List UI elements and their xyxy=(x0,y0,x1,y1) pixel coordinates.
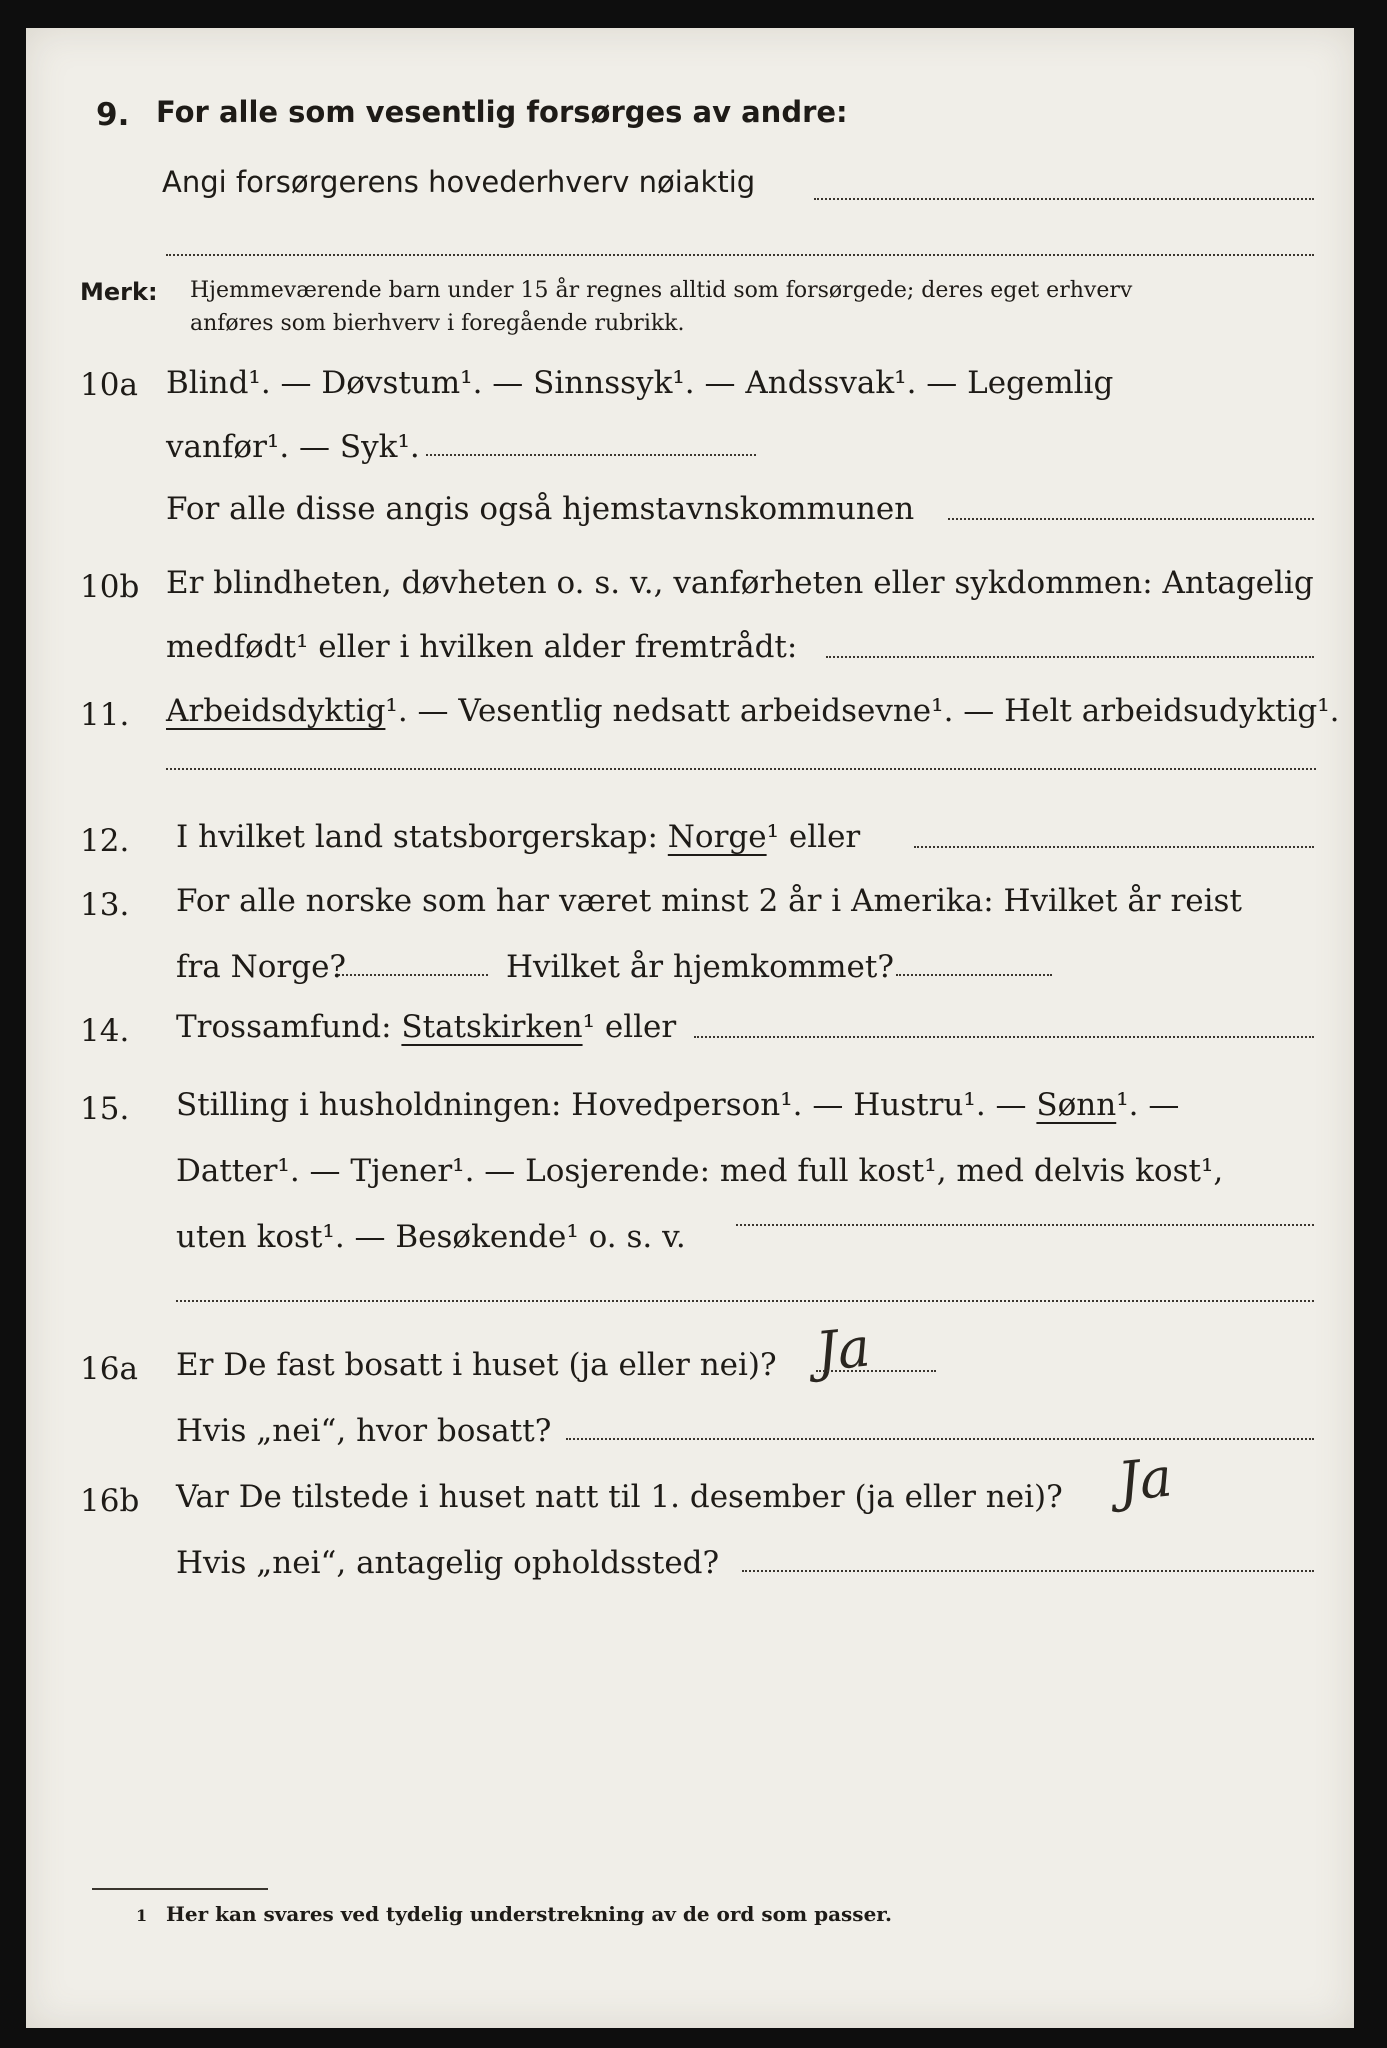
q12-prefix: I hvilket land statsborgerskap: xyxy=(176,819,658,855)
q16b-number: 16b xyxy=(80,1483,140,1519)
q9-number: 9. xyxy=(96,97,130,133)
q16a-number: 16a xyxy=(80,1351,138,1387)
q12-suffix: ¹ eller xyxy=(766,819,861,855)
q10b-answer-line[interactable] xyxy=(826,656,1314,658)
q13-hjemkommet-line[interactable] xyxy=(896,974,1052,976)
q9-answer-line[interactable] xyxy=(814,198,1314,200)
q14-line xyxy=(176,1009,677,1045)
footnote-rule xyxy=(92,1888,268,1890)
q13-line2a: fra Norge? xyxy=(176,949,347,985)
q15-sonn-underlined[interactable]: Sønn xyxy=(1036,1087,1117,1123)
q16a-handwritten-answer[interactable]: Ja xyxy=(812,1315,873,1384)
q12-line xyxy=(176,819,861,855)
q11-number: 11. xyxy=(80,697,130,733)
q9-line1: For alle som vesentlig forsørges av andre: xyxy=(156,95,848,129)
q15-line1 xyxy=(176,1087,1180,1123)
merk-line1: Hjemmeværende barn under 15 år regnes alltid som forsørgede; deres eget erhverv xyxy=(190,278,1133,303)
q16b-line2: Hvis „nei“, antagelig opholdssted? xyxy=(176,1545,720,1581)
merk-label: Merk: xyxy=(80,278,158,306)
q10b-line2: medfødt¹ eller i hvilken alder fremtrådt: xyxy=(166,629,798,665)
q14-statskirken-underlined[interactable]: Statskirken xyxy=(401,1009,583,1045)
q14-suffix: ¹ eller xyxy=(582,1009,677,1045)
q12-number: 12. xyxy=(80,823,130,859)
q15-answer-line[interactable] xyxy=(736,1224,1314,1226)
q15-line2: Datter¹. — Tjener¹. — Losjerende: med full kost¹, med delvis kost¹, xyxy=(176,1153,1224,1189)
q12-norge-underlined[interactable]: Norge xyxy=(667,819,767,855)
footnote-mark: 1 xyxy=(136,1906,148,1925)
q15-answer-line-2[interactable] xyxy=(176,1300,1314,1302)
q14-number: 14. xyxy=(80,1013,130,1049)
q10a-line1: Blind¹. — Døvstum¹. — Sinnssyk¹. — Andssvak¹. — Legemlig xyxy=(166,365,1114,401)
q11-arbeidsdyktig-underlined[interactable]: Arbeidsdyktig xyxy=(166,693,386,729)
q10a-number: 10a xyxy=(80,367,138,403)
q13-line1: For alle norske som har været minst 2 år i Amerika: Hvilket år reist xyxy=(176,883,1242,919)
q15-number: 15. xyxy=(80,1091,130,1127)
q11-answer-line[interactable] xyxy=(166,768,1316,770)
q13-number: 13. xyxy=(80,887,130,923)
q11-line xyxy=(166,693,1340,729)
q16a-line2: Hvis „nei“, hvor bosatt? xyxy=(176,1413,552,1449)
q14-answer-line[interactable] xyxy=(694,1036,1314,1038)
q16b-handwritten-answer[interactable]: Ja xyxy=(1114,1445,1175,1514)
q13-reist-line[interactable] xyxy=(338,974,488,976)
q10b-number: 10b xyxy=(80,569,140,605)
q14-prefix: Trossamfund: xyxy=(176,1009,392,1045)
q15-line3: uten kost¹. — Besøkende¹ o. s. v. xyxy=(176,1219,686,1255)
q12-answer-line[interactable] xyxy=(914,846,1314,848)
q15-line1a: Stilling i husholdningen: Hovedperson¹. — Hustru¹. — xyxy=(176,1087,1027,1123)
q10a-syk-line[interactable] xyxy=(426,454,756,456)
q10b-line1: Er blindheten, døvheten o. s. v., vanførheten eller sykdommen: Antagelig xyxy=(166,565,1314,601)
q11-rest: ¹. — Vesentlig nedsatt arbeidsevne¹. — Helt arbeidsudyktig¹. xyxy=(385,693,1340,729)
q10a-hjemstavn-line[interactable] xyxy=(948,518,1314,520)
q13-line2b: Hvilket år hjemkommet? xyxy=(506,949,894,985)
merk-line2: anføres som bierhverv i foregående rubrikk. xyxy=(190,311,685,336)
q16b-opholdssted-line[interactable] xyxy=(742,1570,1314,1572)
q10a-line3: For alle disse angis også hjemstavnskommunen xyxy=(166,491,915,527)
q10a-line2: vanfør¹. — Syk¹. xyxy=(166,429,420,465)
q16b-line1: Var De tilstede i huset natt til 1. desember (ja eller nei)? xyxy=(176,1479,1063,1515)
q16a-bosatt-line[interactable] xyxy=(566,1438,1314,1440)
footnote-text: Her kan svares ved tydelig understrekning av de ord som passer. xyxy=(166,1902,892,1926)
q9-answer-line-2[interactable] xyxy=(166,254,1314,256)
q16a-answer-line[interactable] xyxy=(816,1370,936,1372)
q9-line2: Angi forsørgerens hovederhverv nøiaktig xyxy=(162,165,756,199)
q15-line1b: ¹. — xyxy=(1116,1087,1180,1123)
q16a-line1: Er De fast bosatt i huset (ja eller nei)? xyxy=(176,1347,777,1383)
census-form-page xyxy=(26,28,1354,2028)
